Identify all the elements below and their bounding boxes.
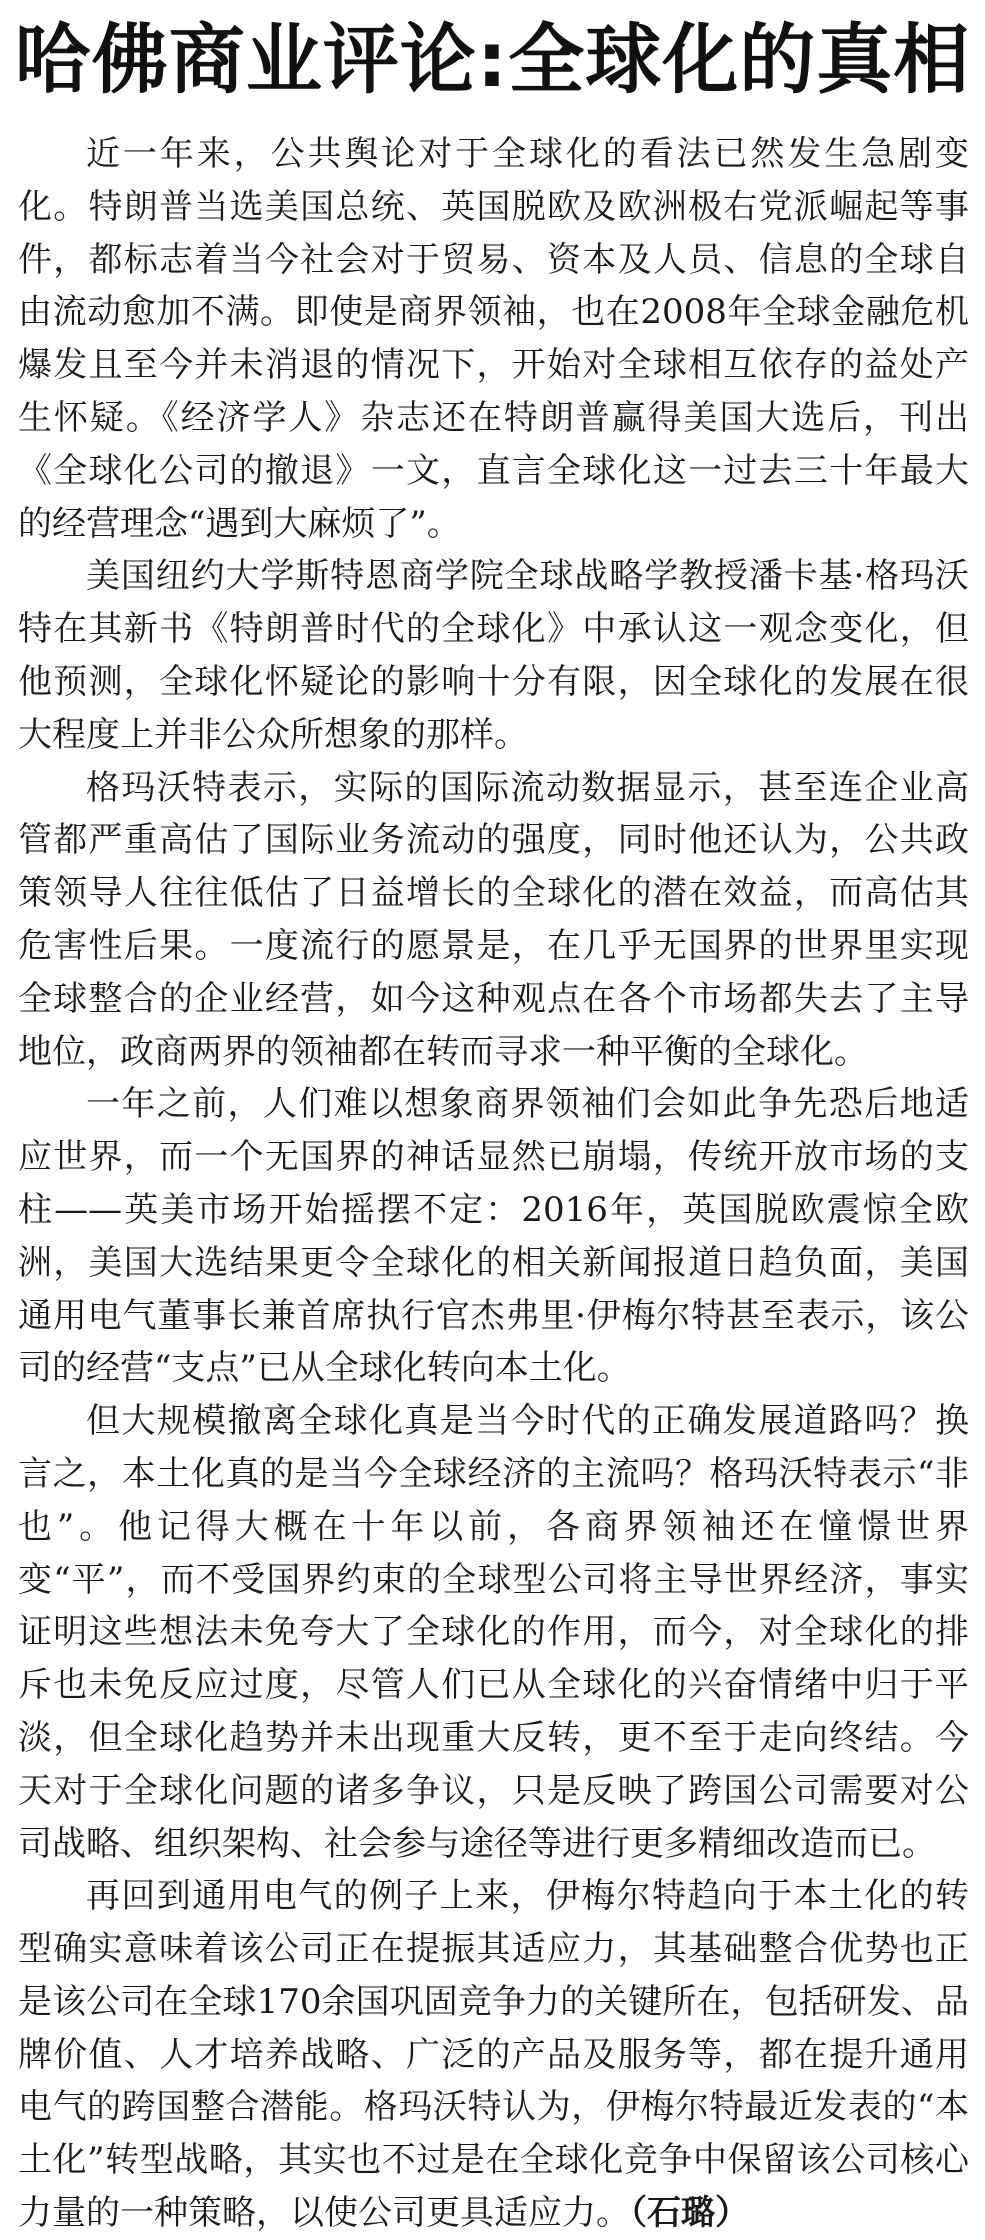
paragraph-text: 但大规模撤离全球化真是当今时代的正确发展道路吗？换言之，本土化真的是当今全球经济的主流吗？格玛沃特表示“非也”。他记得大概在十年以前，各商界领袖还在憧憬世界变“平”，而不受国界约束的全球型公司将主导世界经济，事实证明这些想法未免夸大了全球化的作用，而今，对全球化的排斥也未免反应过度，尽管人们已从全球化的兴奋情绪中归于平淡，但全球化趋势并未出现重大反转，更不至于走向终结。今天对于全球化问题的诸多争议，只是反映了跨国公司需要对公司战略、组织架构、社会参与途径等进行更多精细改造而已。 xyxy=(18,1401,969,1864)
article-body xyxy=(18,128,969,2234)
paragraph-text: 近一年来，公共舆论对于全球化的看法已然发生急剧变化。特朗普当选美国总统、英国脱欧及欧洲极右党派崛起等事件，都标志着当今社会对于贸易、资本及人员、信息的全球自由流动愈加不满。即使是商界领袖，也在2008年全球金融危机爆发且至今并未消退的情况下，开始对全球相互依存的益处产生怀疑。《经济学人》杂志还在特朗普赢得美国大选后，刊出《全球化公司的撤退》一文，直言全球化这一过去三十年最大的经营理念“遇到大麻烦了”。 xyxy=(18,134,969,544)
article-paragraph xyxy=(18,762,969,1079)
article-paragraph xyxy=(18,128,969,550)
article-byline: （石璐） xyxy=(630,2193,749,2234)
article-paragraph xyxy=(18,550,969,761)
paragraph-text: 再回到通用电气的例子上来，伊梅尔特趋向于本土化的转型确实意味着该公司正在提振其适应力，其基础整合优势也正是该公司在全球170余国巩固竞争力的关键所在，包括研发、品牌价值、人才培养战略、广泛的产品及服务等，都在提升通用电气的跨国整合潜能。格玛沃特认为，伊梅尔特最近发表的“本土化”转型战略，其实也不过是在全球化竞争中保留该公司核心力量的一种策略，以使公司更具适应力。 xyxy=(18,1876,969,2234)
paragraph-text: 一年之前，人们难以想象商界领袖们会如此争先恐后地适应世界，而一个无国界的神话显然已崩塌，传统开放市场的支柱——英美市场开始摇摆不定：2016年，英国脱欧震惊全欧洲，美国大选结果更令全球化的相关新闻报道日趋负面，美国通用电气董事长兼首席执行官杰弗里·伊梅尔特甚至表示，该公司的经营“支点”已从全球化转向本土化。 xyxy=(18,1084,969,1389)
paragraph-text: 格玛沃特表示，实际的国际流动数据显示，甚至连企业高管都严重高估了国际业务流动的强度，同时他还认为，公共政策领导人往往低估了日益增长的全球化的潜在效益，而高估其危害性后果。一度流行的愿景是，在几乎无国界的世界里实现全球整合的企业经营，如今这种观点在各个市场都失去了主导地位，政商两界的领袖都在转而寻求一种平衡的全球化。 xyxy=(18,767,969,1072)
paragraph-text: 美国纽约大学斯特恩商学院全球战略学教授潘卡基·格玛沃特在其新书《特朗普时代的全球化》中承认这一观念变化，但他预测，全球化怀疑论的影响十分有限，因全球化的发展在很大程度上并非公众所想象的那样。 xyxy=(18,556,969,755)
article-paragraph xyxy=(18,1870,969,2240)
article-paragraph xyxy=(18,1078,969,1395)
article-headline: 哈佛商业评论:全球化的真相 xyxy=(14,15,971,104)
article-paragraph xyxy=(18,1395,969,1870)
